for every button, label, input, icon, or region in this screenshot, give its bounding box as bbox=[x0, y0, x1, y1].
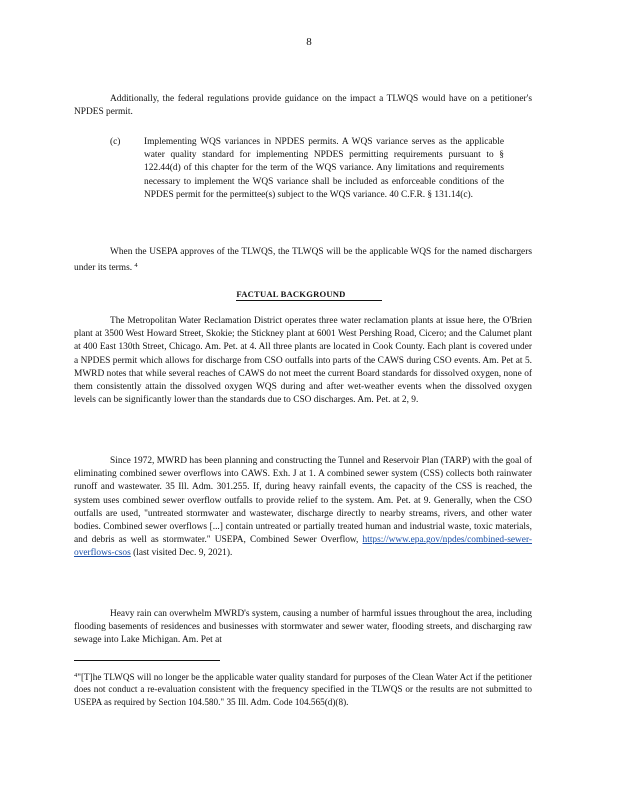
usepa-cso-link[interactable]: https://www.epa.gov/npdes/combined-sewer-overflows-csos bbox=[74, 535, 533, 559]
paragraph-mwrd-plants bbox=[74, 315, 532, 407]
quote-text: Implementing WQS variances in NPDES permits. A WQS variance serves as the applicable water quality standard for implementing NPDES permitting requirements pursuant to § 122.44(d) of this chapter for the term of the WQS variance. Any limitations and requirements necessary to implement the WQS variance shall be included as enforceable conditions of the NPDES permit for the permittee(s) subject to the WQS variance. 40 C.F.R. § 131.14(c). bbox=[144, 137, 504, 200]
paragraph-tarp bbox=[74, 455, 532, 561]
section-heading bbox=[0, 289, 618, 299]
paragraph-heavy-rain-text: Heavy rain can overwhelm MWRD's system, causing a number of harmful issues throughout the area, including flooding basements of residences and businesses with stormwater and sewer water, flooding streets, and discharging raw sewage into Lake Michigan. Am. Pet at bbox=[74, 609, 532, 646]
paragraph-mwrd-plants-text: The Metropolitan Water Reclamation District operates three water reclamation plants at issue here, the O'Brien plant at 3500 West Howard Street, Skokie; the Stickney plant at 6001 West Pershing Road, Cicero; and the Calumet plant at 400 East 130th Street, Chicago. Am. Pet. at 4. All three plants are located in Cook County. Each plant is covered under a NPDES permit which allows for discharge from CSO outfalls into parts of the CAWS during CSO events. Am. Pet at 5. MWRD notes that while several reaches of CAWS do not meet the current Board standards for dissolved oxygen, none of them consistently attain the dissolved oxygen WQS during and after wet-weather events when the dissolved oxygen levels can be significantly lower than the standards due to CSO discharges. Am. Pet. at 2, 9. bbox=[74, 316, 532, 406]
paragraph-additionally-text: Additionally, the federal regulations provide guidance on the impact a TLWQS would have on a petitioner's NPDES permit. bbox=[74, 94, 532, 118]
paragraph-usepa-approval bbox=[74, 246, 532, 275]
paragraph-tarp-tail: (last visited Dec. 9, 2021). bbox=[133, 548, 233, 559]
paragraph-tarp-text: Since 1972, MWRD has been planning and constructing the Tunnel and Reservoir Plan (TARP) with the goal of eliminating combined sewer overflows into CAWS. Exh. J at 1. A combined sewer system (CSS) collects both rainwater runoff and wastewater. 35 Ill. Adm. 301.255. If, during heavy rainfall events, the capacity of the CSS is reached, the system uses combined sewer overflow outfalls to provide relief to the system. Am. Pet. at 9. Generally, when the CSO outfalls are used, "untreated stormwater and wastewater, discharge directly to nearby streams, rivers, and other water bodies. Combined sewer overflows [...] contain untreated or partially treated human and industrial waste, toxic materials, and debris as well as stormwater." USEPA, Combined Sewer Overflow, bbox=[74, 456, 532, 546]
paragraph-usepa-approval-text: When the USEPA approves of the TLWQS, the TLWQS will be the applicable WQS for the named dischargers under its terms. bbox=[74, 247, 532, 274]
paragraph-additionally bbox=[74, 93, 532, 119]
footnote-text: "[T]he TLWQS will no longer be the applicable water quality standard for purposes of the Clean Water Act if the petitioner does not conduct a re-evaluation consistent with the frequency specified in the TLWQS or the results are not submitted to USEPA as required by Section 104.580." 35 Ill. Adm. Code 104.565(d)(8). bbox=[74, 672, 532, 707]
section-heading-text: FACTUAL BACKGROUND bbox=[236, 289, 381, 301]
footnote bbox=[74, 670, 532, 708]
footnote-reference[interactable]: 4 bbox=[134, 262, 138, 270]
paragraph-heavy-rain bbox=[74, 608, 532, 648]
footnote-number: 4 bbox=[74, 672, 78, 679]
quote-label: (c) bbox=[110, 137, 121, 147]
page-number: 8 bbox=[306, 36, 312, 48]
footnote-divider bbox=[74, 660, 220, 661]
